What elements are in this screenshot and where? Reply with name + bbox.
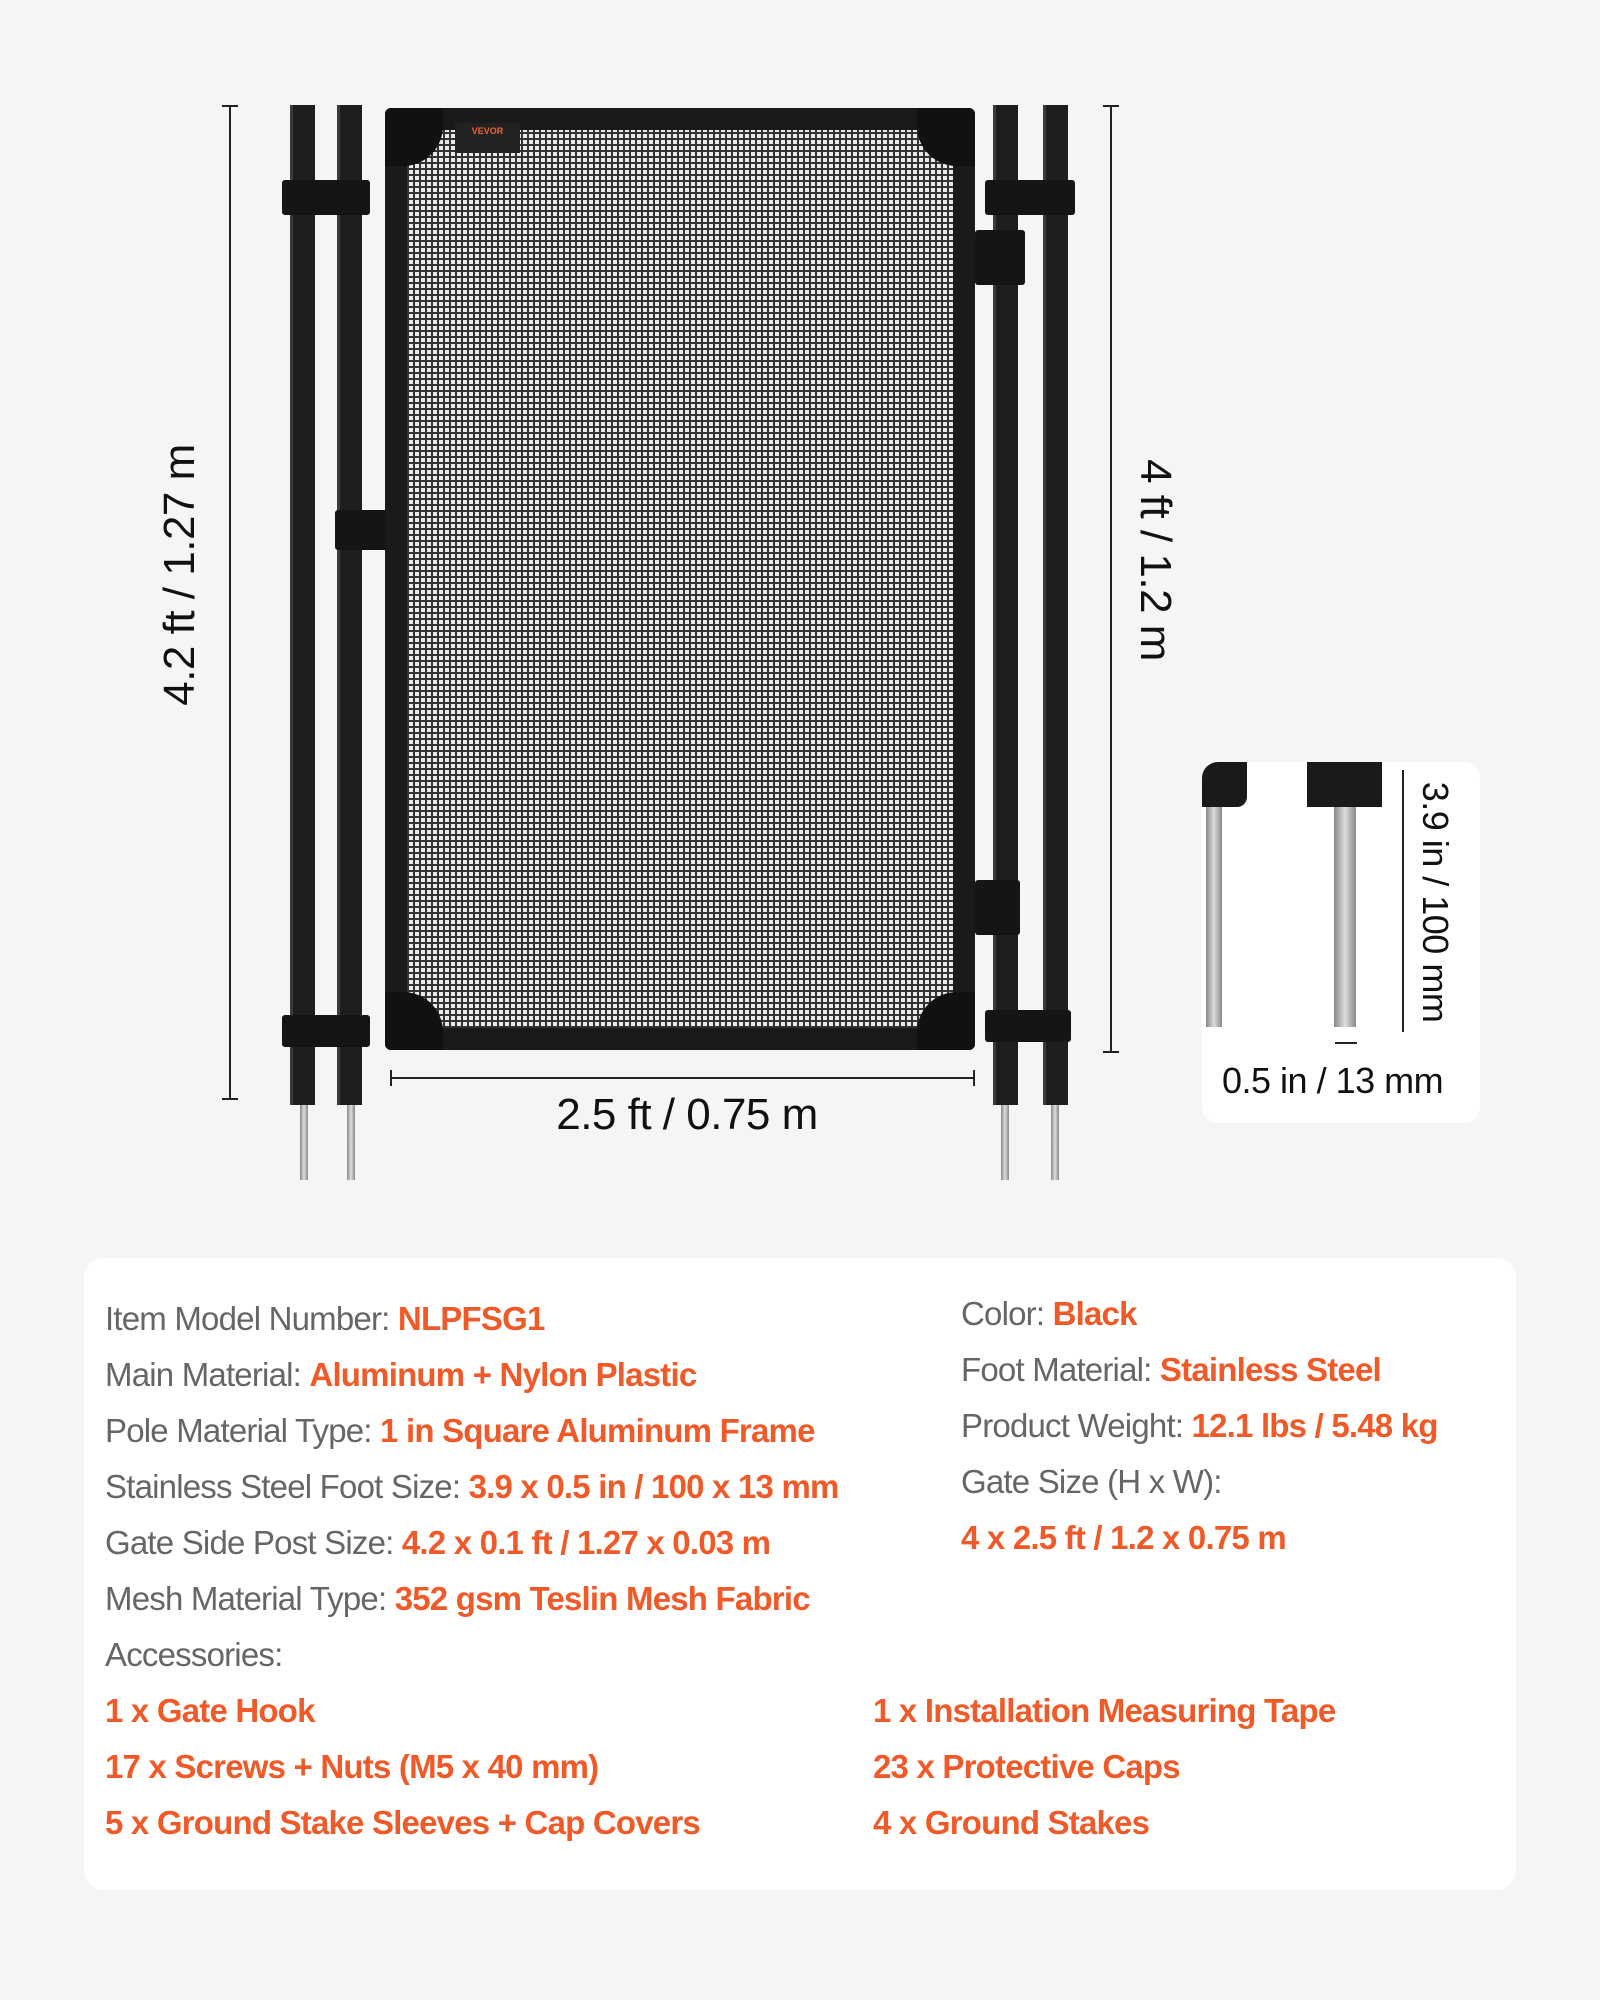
spec-label: Main Material: — [105, 1356, 310, 1393]
accessory-item — [873, 1804, 1149, 1842]
spec-value: 352 gsm Teslin Mesh Fabric — [394, 1580, 810, 1617]
spec-value: 5 x Ground Stake Sleeves + Cap Covers — [105, 1804, 700, 1841]
spec-value: 4.2 x 0.1 ft / 1.27 x 0.03 m — [401, 1524, 771, 1561]
post-height-label: 4.2 ft / 1.27 m — [155, 444, 204, 706]
spec-value: Stainless Steel — [1159, 1351, 1381, 1388]
left-post-2 — [337, 105, 362, 1105]
dimension-line — [1335, 1042, 1357, 1044]
spec-value: 4 x Ground Stakes — [873, 1804, 1150, 1841]
tick — [1103, 105, 1119, 107]
vevor-logo: VEVOR — [455, 123, 520, 153]
spec-label: Item Model Number: — [105, 1300, 398, 1337]
spec-label: Stainless Steel Foot Size: — [105, 1468, 469, 1505]
stake — [1334, 807, 1356, 1027]
spec-label: Accessories: — [105, 1636, 283, 1673]
gate-size-value — [961, 1519, 1286, 1557]
gate-height-dimension-line — [1110, 105, 1112, 1053]
ground-stake — [1051, 1105, 1059, 1180]
spec-label: Color: — [961, 1295, 1053, 1332]
height-dimension-line — [229, 105, 231, 1100]
spec-value: 1 x Gate Hook — [105, 1692, 315, 1729]
left-post-1 — [290, 105, 315, 1105]
right-post-2 — [1043, 105, 1068, 1105]
tick — [1103, 1051, 1119, 1053]
spec-label: Product Weight: — [961, 1407, 1192, 1444]
spec-value: 4 x 2.5 ft / 1.2 x 0.75 m — [961, 1519, 1286, 1556]
mesh — [407, 130, 953, 1028]
hinge — [335, 510, 390, 550]
bracket — [282, 1015, 370, 1047]
spec-row — [105, 1580, 810, 1618]
ground-stake — [300, 1105, 308, 1180]
spec-value: 12.1 lbs / 5.48 kg — [1191, 1407, 1438, 1444]
accessory-item — [873, 1748, 1180, 1786]
spec-row — [105, 1356, 696, 1394]
hinge — [975, 880, 1020, 935]
hinge — [975, 230, 1025, 285]
spec-row — [105, 1524, 770, 1562]
tick — [222, 105, 238, 107]
tick — [222, 1098, 238, 1100]
spec-row — [105, 1468, 839, 1506]
spec-value: 1 in Square Aluminum Frame — [380, 1412, 815, 1449]
spec-value: 1 x Installation Measuring Tape — [873, 1692, 1336, 1729]
gate-height-label: 4 ft / 1.2 m — [1131, 459, 1180, 661]
post-cap — [1307, 762, 1382, 807]
spec-value: Aluminum + Nylon Plastic — [309, 1356, 697, 1393]
dimension-line — [1402, 770, 1404, 1032]
spec-row — [105, 1300, 545, 1338]
spec-label: Gate Side Post Size: — [105, 1524, 402, 1561]
spec-label: Foot Material: — [961, 1351, 1160, 1388]
accessory-item — [105, 1748, 598, 1786]
spec-row — [105, 1412, 815, 1450]
post-cap — [1202, 762, 1247, 807]
gate-panel — [385, 108, 975, 1050]
spec-row — [961, 1463, 1222, 1501]
width-dimension-line — [390, 1077, 975, 1079]
ground-stake — [1001, 1105, 1009, 1180]
spec-value: 3.9 x 0.5 in / 100 x 13 mm — [468, 1468, 839, 1505]
spec-value: 17 x Screws + Nuts (M5 x 40 mm) — [105, 1748, 599, 1785]
spec-value: Black — [1052, 1295, 1137, 1332]
spec-row — [961, 1295, 1137, 1333]
spec-value: 23 x Protective Caps — [873, 1748, 1180, 1785]
stake-detail-inset — [1202, 762, 1480, 1123]
stake-length-label: 3.9 in / 100 mm — [1415, 781, 1456, 1023]
stake — [1206, 807, 1222, 1027]
tick — [390, 1070, 392, 1086]
tick — [973, 1070, 975, 1086]
stake-diameter-label: 0.5 in / 13 mm — [1222, 1060, 1444, 1101]
bracket — [282, 180, 370, 215]
gate-width-label: 2.5 ft / 0.75 m — [556, 1090, 818, 1139]
spec-label: Gate Size (H x W): — [961, 1463, 1222, 1500]
ground-stake — [347, 1105, 355, 1180]
spec-row — [961, 1407, 1438, 1445]
spec-value: NLPFSG1 — [397, 1300, 545, 1337]
spec-label: Mesh Material Type: — [105, 1580, 395, 1617]
accessory-item — [105, 1804, 700, 1842]
spec-label: Pole Material Type: — [105, 1412, 381, 1449]
accessory-item — [105, 1692, 315, 1730]
accessory-item — [873, 1692, 1335, 1730]
accessories-heading — [105, 1636, 282, 1674]
bracket — [985, 1010, 1071, 1042]
spec-row — [961, 1351, 1381, 1389]
latch — [985, 180, 1075, 215]
